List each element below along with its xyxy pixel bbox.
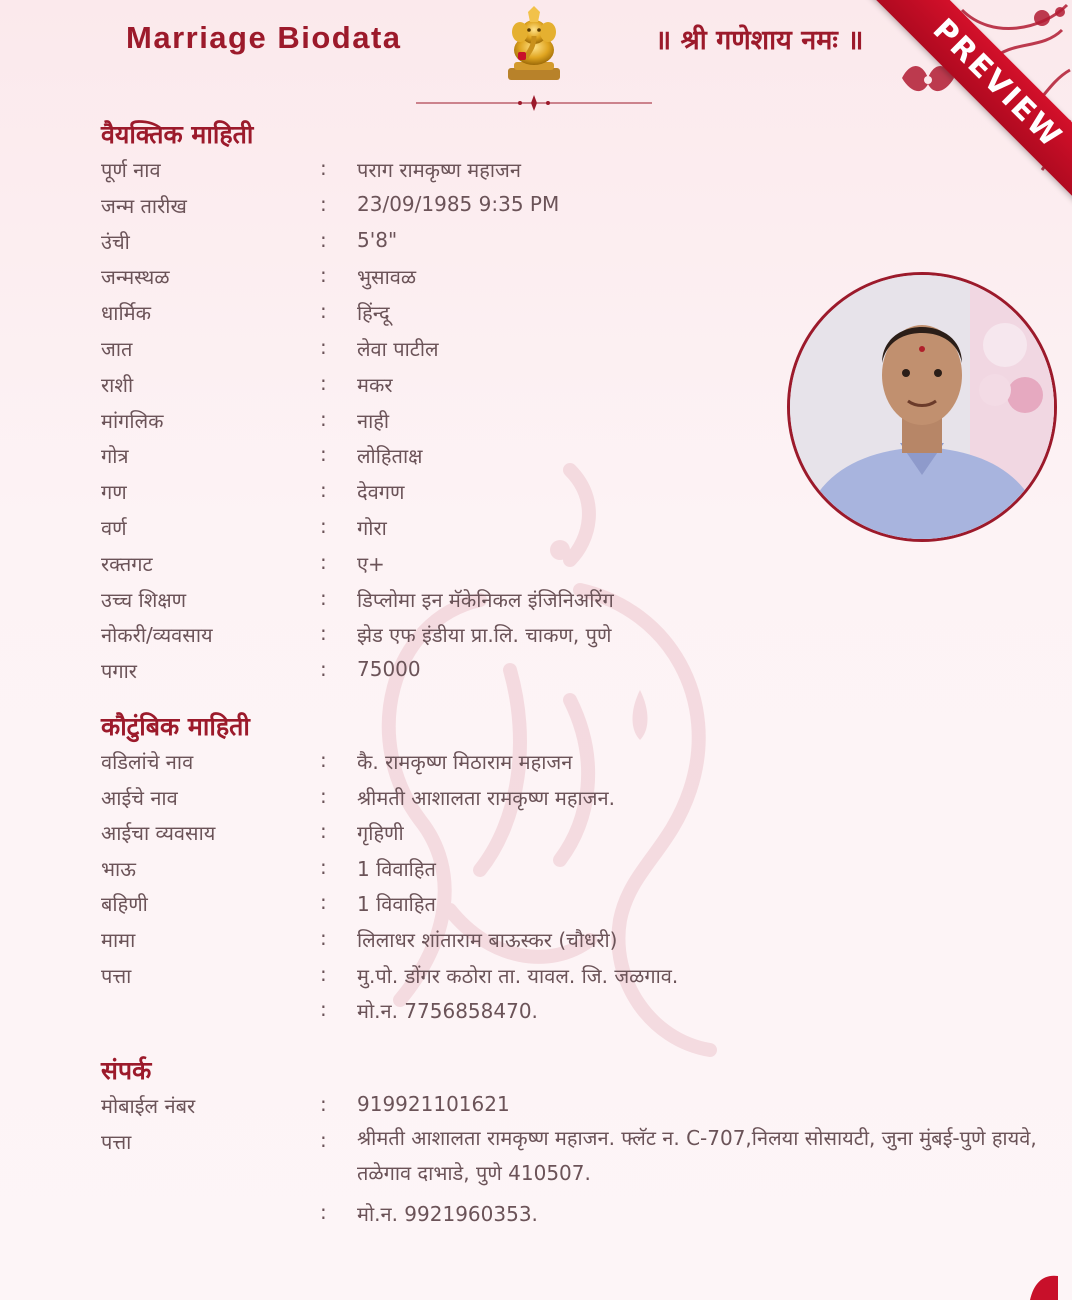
field-separator: : (320, 961, 327, 986)
field-label: गण (101, 480, 127, 505)
field-value: 1 विवाहित (357, 856, 436, 881)
field-separator: : (320, 926, 327, 950)
field-separator: : (320, 227, 327, 252)
field-value: मो.न. 7756858470. (357, 999, 538, 1024)
field-separator: : (320, 156, 327, 180)
field-value: पराग रामकृष्ण महाजन (357, 158, 521, 182)
personal-row (0, 514, 1072, 548)
personal-row (0, 228, 1072, 262)
field-separator: : (320, 1200, 327, 1224)
field-separator: : (320, 621, 327, 646)
field-value: नाही (357, 408, 390, 433)
field-label: उंची (101, 229, 130, 254)
field-separator: : (320, 263, 327, 288)
family-row (0, 890, 1072, 924)
field-label: धार्मिक (101, 301, 151, 326)
field-separator: : (320, 854, 327, 879)
field-value: लिलाधर शांताराम बाऊस्कर (चौधरी) (357, 928, 618, 952)
personal-row (0, 442, 1072, 476)
biodata-title: Marriage Biodata (126, 20, 402, 55)
field-label: भाऊ (101, 856, 136, 881)
field-label: जात (101, 337, 133, 361)
family-row (0, 784, 1072, 818)
field-value: गृहिणी (357, 821, 404, 846)
personal-row (0, 335, 1072, 369)
field-value: मो.न. 9921960353. (357, 1202, 538, 1226)
family-row (0, 855, 1072, 889)
field-separator: : (320, 191, 327, 216)
field-separator: : (320, 1092, 327, 1116)
field-value: 5'8" (357, 227, 398, 252)
personal-row (0, 586, 1072, 620)
field-value: 23/09/1985 9:35 PM (357, 191, 560, 216)
field-value: श्रीमती आशालता रामकृष्ण महाजन. (357, 785, 615, 810)
ganesh-mantra: ॥ श्री गणेशाय नमः ॥ (655, 25, 864, 56)
field-separator: : (320, 370, 327, 395)
personal-row (0, 263, 1072, 297)
field-value: लेवा पाटील (357, 337, 439, 361)
field-separator: : (320, 585, 327, 610)
field-label: जन्मस्थळ (101, 265, 170, 290)
field-separator: : (320, 442, 327, 467)
personal-row (0, 621, 1072, 655)
field-separator: : (320, 748, 327, 772)
field-separator: : (320, 1128, 327, 1152)
field-separator: : (320, 997, 327, 1022)
personal-row (0, 156, 1072, 190)
field-label: वडिलांचे नाव (101, 750, 194, 774)
contact-row (0, 1200, 1072, 1234)
field-separator: : (320, 783, 327, 808)
divider-ornament (416, 93, 652, 113)
field-separator: : (320, 549, 327, 574)
field-value: भुसावळ (357, 265, 417, 290)
field-label: पत्ता (101, 963, 132, 988)
family-row (0, 926, 1072, 960)
field-value: 919921101621 (357, 1092, 510, 1116)
field-label: वर्ण (101, 516, 127, 540)
field-separator: : (320, 819, 327, 844)
field-separator: : (320, 890, 327, 915)
family-row (0, 748, 1072, 782)
personal-row (0, 192, 1072, 226)
ganesh-idol-icon (498, 6, 570, 84)
field-value: ए+ (357, 551, 385, 576)
field-value: गोरा (357, 516, 387, 540)
field-value: देवगण (357, 480, 405, 505)
field-value: 1 विवाहित (357, 892, 436, 917)
field-label: उच्च शिक्षण (101, 587, 187, 612)
family-row (0, 997, 1072, 1031)
field-value: हिंन्दू (357, 301, 390, 326)
personal-row (0, 299, 1072, 333)
field-label: आईचे नाव (101, 785, 178, 810)
field-label: मोबाईल नंबर (101, 1094, 196, 1118)
field-label: पूर्ण नाव (101, 158, 161, 182)
field-separator: : (320, 299, 327, 324)
field-label: मामा (101, 928, 136, 952)
field-value: डिप्लोमा इन मॅकेनिकल इंजिनिअरिंग (357, 587, 614, 612)
family-row (0, 819, 1072, 853)
personal-row (0, 478, 1072, 512)
field-separator: : (320, 478, 327, 503)
contact-heading: संपर्क (101, 1056, 152, 1085)
field-value: कै. रामकृष्ण मिठाराम महाजन (357, 750, 573, 774)
field-label: गोत्र (101, 444, 129, 469)
field-label: रक्तगट (101, 551, 153, 576)
field-label: बहिणी (101, 892, 148, 917)
field-value: लोहिताक्ष (357, 444, 423, 469)
family-row (0, 962, 1072, 996)
field-label: जन्म तारीख (101, 193, 187, 218)
field-label: आईचा व्यवसाय (101, 821, 216, 846)
preview-ribbon: PREVIEW (862, 0, 1072, 219)
personal-row (0, 550, 1072, 584)
field-separator: : (320, 657, 327, 682)
field-separator: : (320, 514, 327, 538)
family-info-heading: कौटुंबिक माहिती (101, 712, 250, 741)
corner-flourish-icon (1024, 1272, 1058, 1300)
field-label: मांगलिक (101, 408, 164, 433)
personal-row (0, 407, 1072, 441)
personal-info-heading: वैयक्तिक माहिती (101, 120, 254, 149)
field-label: राशी (101, 372, 134, 397)
field-label: पत्ता (101, 1130, 132, 1154)
field-separator: : (320, 335, 327, 359)
field-value: मु.पो. डोंगर कठोरा ता. यावल. जि. जळगाव. (357, 963, 679, 988)
field-separator: : (320, 406, 327, 431)
contact-row (0, 1126, 1072, 1185)
field-label: पगार (101, 659, 137, 684)
field-value: श्रीमती आशालता रामकृष्ण महाजन. फ्लॅट न. C-707,निलया सोसायटी, जुना मुंबई-पुणे हायवे, तळेगाव दाभाडे, पुणे 410507. (357, 1126, 1037, 1185)
field-value: मकर (357, 372, 393, 397)
personal-row (0, 657, 1072, 691)
field-value: झेड एफ इंडीया प्रा.लि. चाकण, पुणे (357, 623, 612, 648)
field-label: नोकरी/व्यवसाय (101, 623, 213, 648)
field-value: 75000 (357, 657, 421, 682)
personal-row (0, 371, 1072, 405)
